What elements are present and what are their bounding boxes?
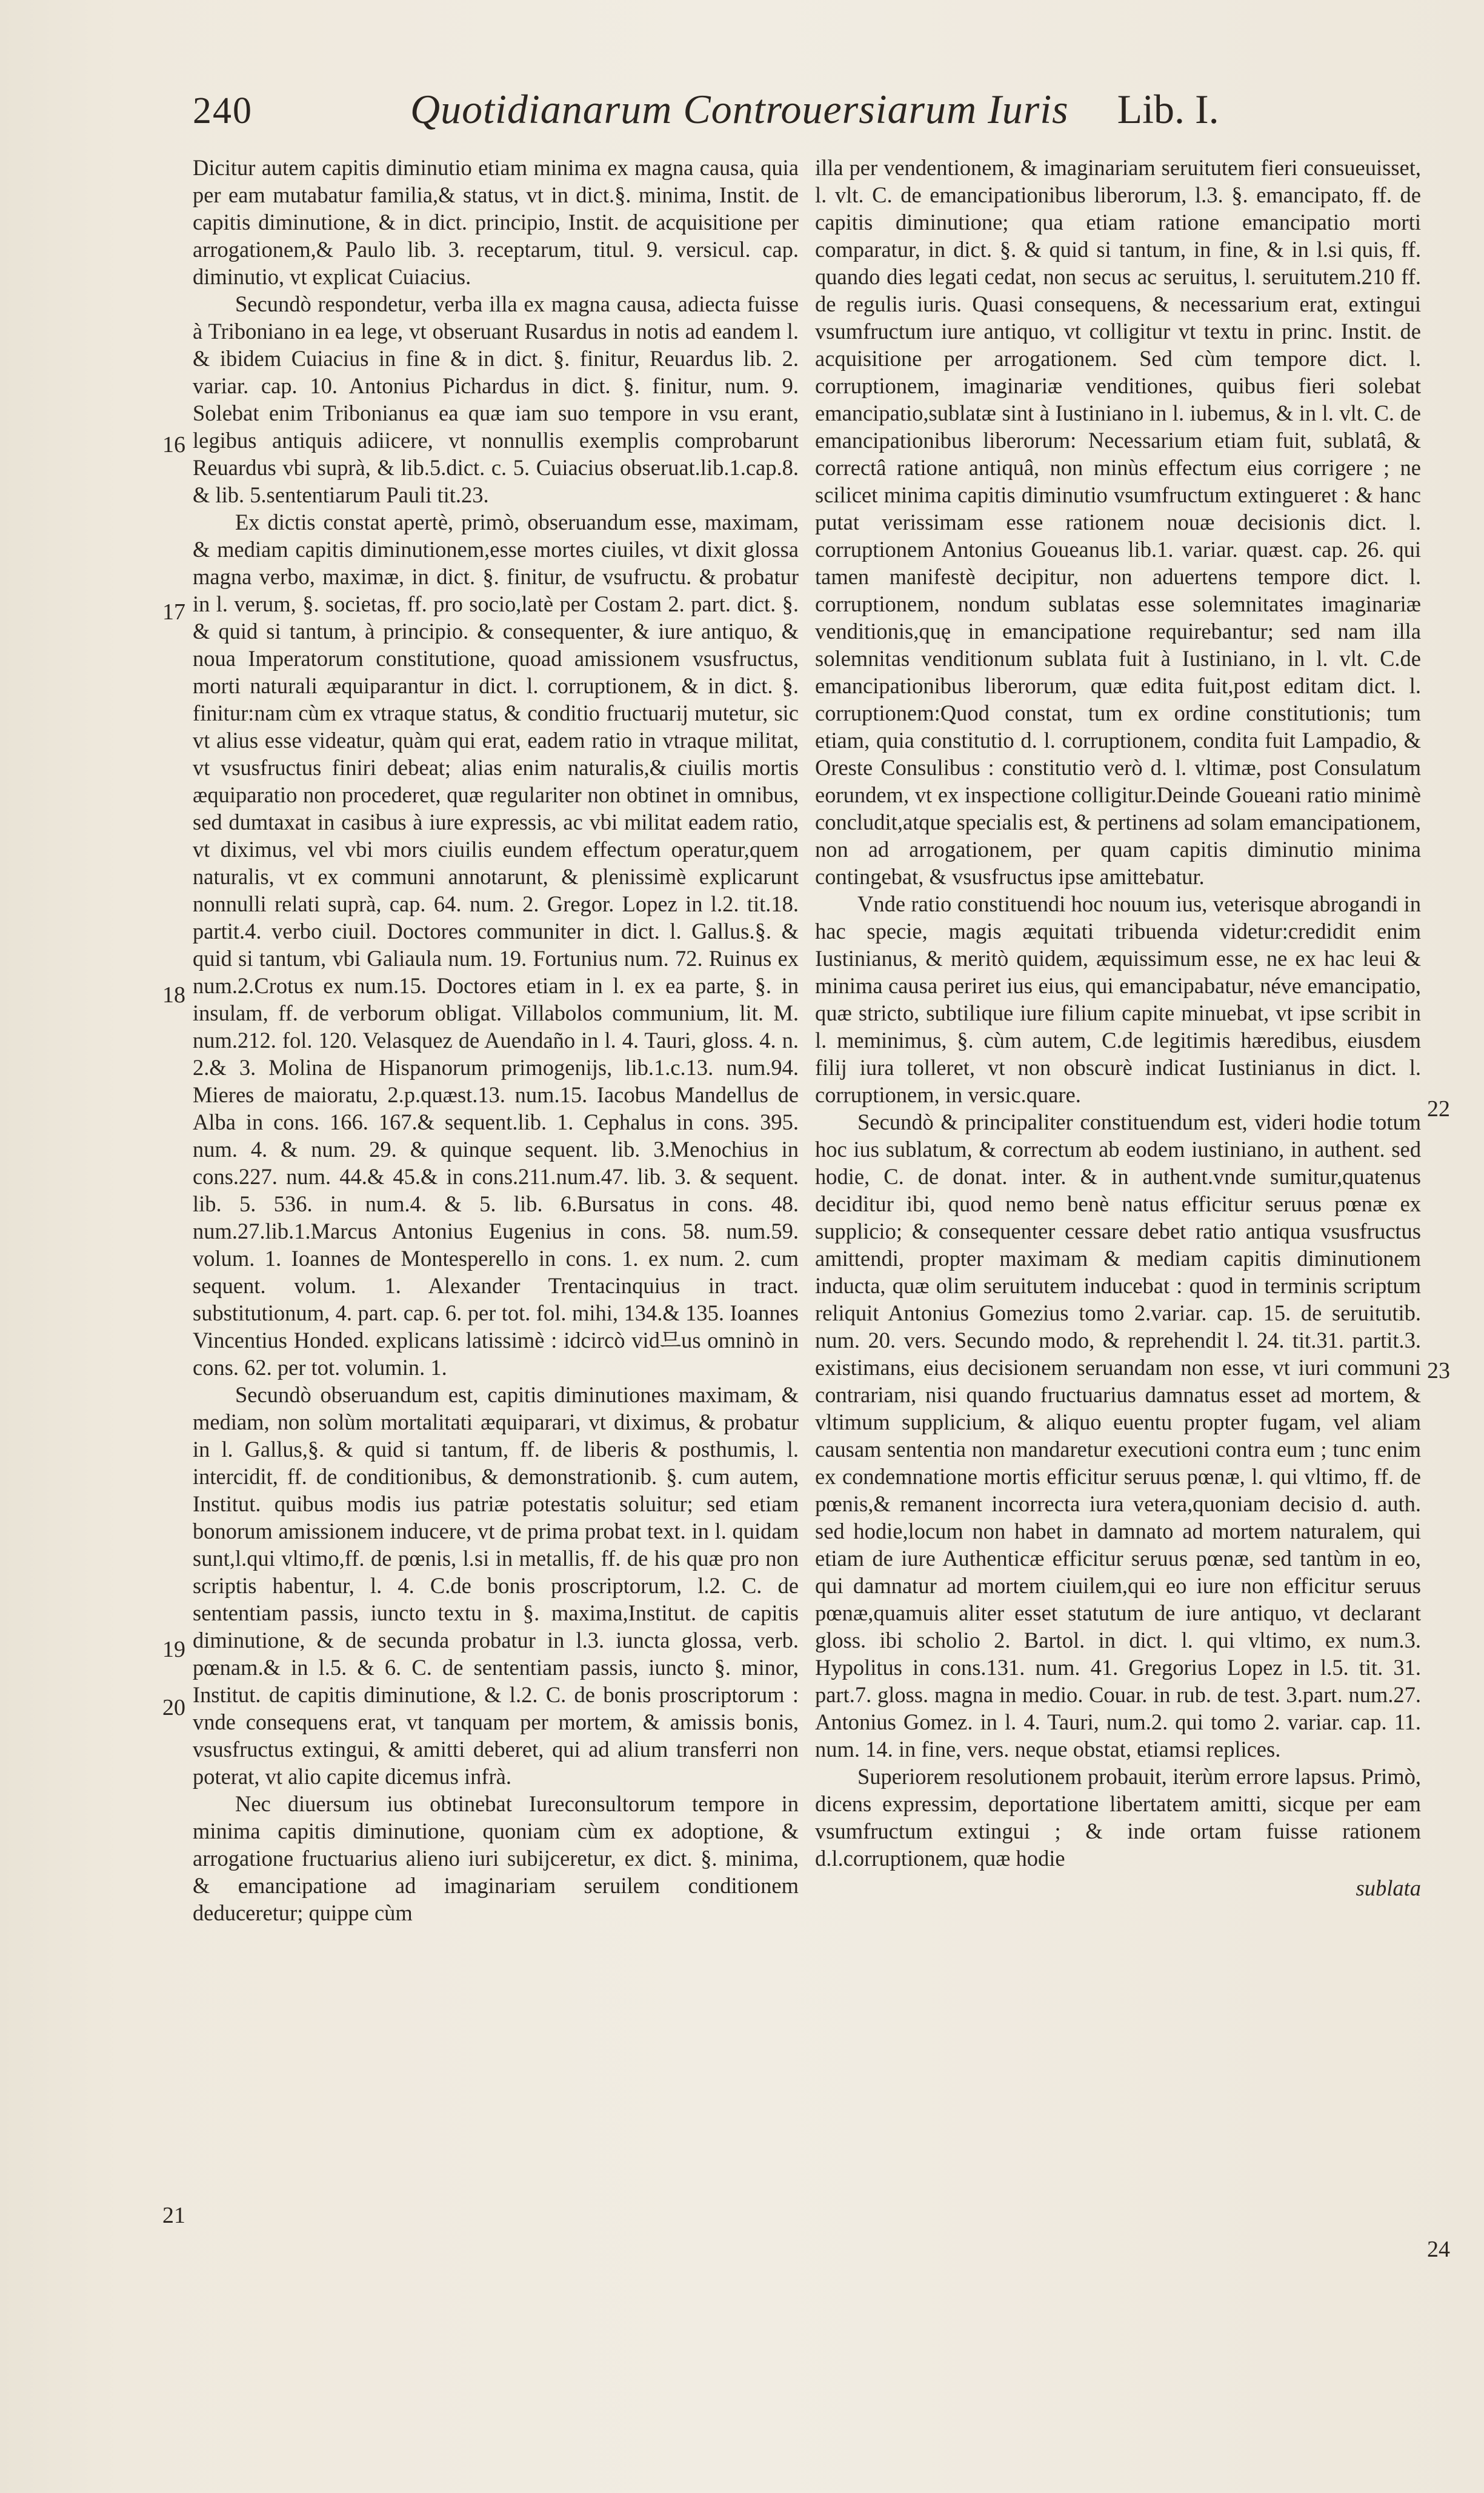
paragraph: Ex dictis constat apertè, primò, obseruandum esse, maximam, & mediam capitis diminutionem,esse mortes ciuiles, vt dixit glossa magna verbo, maximæ, in dict. §. finitur, de vsufructu. & probatur in l. verum, §. societas, ff. pro socio,latè per Costam 2. part. dict. §. & quid si tantum, à principio. & consequenter, & iure antiquo, & noua Imperatorum constitutione, quoad amissionem vsusfructus, morti naturali æquiparantur in dict. l. corruptionem, & in dict. §. finitur:nam cùm ex vtraque status, & conditio fructuarij mutetur, sic vt alius esse videatur, quàm qui erat, eadem ratio in vtraque militat, vt vsusfructus finiri debeat; alias enim naturalis,& ciuilis mortis æquiparatio non procederet, quæ regulariter non obtinet in omnibus, sed dumtaxat in casibus à iure expressis, ac vbi militat eadem ratio, vt diximus, vel vbi mors ciuilis eundem effectum operatur,quem naturalis, vt ex communi annotarunt, & plenissimè explicarunt nonnulli relati suprà, cap. 64. num. 2. Gregor. Lopez in l.2. tit.18. partit.4. verbo ciuil. Doctores communiter in dict. l. Gallus.§. & quid si tantum, vbi Galiaula num. 19. Fortunius num. 72. Ruinus ex num.2.Crotus ex num.15. Doctores etiam in l. ex ea parte, §. in insulam, ff. de verborum obligat. Villabolos communium, lit. M. num.212. fol. 120. Velasquez de Auendaño in l. 4. Tauri, gloss. 4. n. 2.& 3. Molina de Hispanorum primogenijs, lib.1.c.13. num.94. Mieres de maioratu, 2.p.quæst.13. num.15. Iacobus Mandellus de Alba in cons. 166. 167.& sequent.lib. 1. Cephalus in cons. 395. num. 4. & num. 29. & quinque sequent. lib. 3.Menochius in cons.227. num. 44.& 45.& in cons.211.num.47. lib. 3. & sequent. lib. 5. 536. in num.4. & 5. lib. 6.Bursatus in cons. 48. num.27.lib.1.Marcus Antonius Eugenius in cons. 58. num.59. volum. 1. Ioannes de Montesperello in cons. 1. ex num. 2. cum sequent. volum. 1. Alexander Trentacinquius in tract. substitutionum, 4. part. cap. 6. per tot. fol. mihi, 134.& 135. Ioannes Vincentius Honded. explicans latissimè : idcircò vid므us omninò in cons. 62. per tot. volumin. 1. [193, 510, 799, 1380]
margin-number-17: 17 [162, 599, 185, 625]
margin-number-16: 16 [162, 432, 185, 458]
paragraph: Secundò respondetur, verba illa ex magna causa, adiecta fuisse à Triboniano in ea lege, vt obseruant Rusardus in notis ad eandem l. & ibidem Cuiacius in fine & in dict. §. finitur, Reuardus lib. 2. variar. cap. 10. Antonius Pichardus in dict. §. finitur, num. 9. Solebat enim Tribonianus ea quæ iam suo tempore in vsu erant, legibus antiquis adiicere, vt nonnullis exemplis comprobarunt Reuardus vbi suprà, & lib.5.dict. c. 5. Cuiacius obseruat.lib.1.cap.8. & lib. 5.sententiarum Pauli tit.23. [193, 291, 799, 507]
left-column [193, 154, 799, 1926]
paragraph: Secundò & principaliter constituendum est, videri hodie totum hoc ius sublatum, & correctum ab eodem iustiniano, in authent. sed hodie, C. de donat. inter. & in authent.vnde sumitur,quatenus deciditur ibi, quod nemo benè natus efficitur seruus pœnæ ex supplicio; & consequenter cessare debet ratio antiqua vsusfructus amittendi, propter maximam & mediam capitis diminutionem inducta, quæ olim seruitutem inducebat : quod in terminis scriptum reliquit Antonius Gomezius tomo 2.variar. cap. 15. de seruitutib. num. 20. vers. Secundo modo, & reprehendit l. 24. tit.31. partit.3. existimans, eius decisionem seruandam non esse, vt iuri communi contrariam, nisi quando fructuarius damnatus esset ad mortem, & vltimum supplicium, & aliquo euentu propter fugam, vel aliam causam sententia non mandaretur executioni contra eum ; tunc enim ex condemnatione mortis efficitur seruus pœnæ, l. qui vltimo, ff. de pœnis,& remanent incorrecta iura vetera,quoniam decisio d. auth. sed hodie,locum non habet in damnato ad mortem naturalem, qui etiam de iure Authenticæ efficitur seruus pœnæ, sed tantùm in eo, qui damnatur ad mortem ciuilem,qui eo iure non efficitur seruus pœnæ,quamuis aliter esset statutum de iure antiquo, vt declarant gloss. ibi scholio 2. Bartol. in dict. l. qui vltimo, ex num.3. Hypolitus in cons.131. num. 41. Gregorius Lopez in l.5. tit. 31. part.7. gloss. magna in medio. Couar. in rub. de test. 3.part. num.27. Antonius Gomez. in l. 4. Tauri, num.2. qui tomo 2. variar. cap. 11. num. 14. in fine, vers. neque obstat, etiamsi replices. [815, 1110, 1421, 1762]
paragraph: illa per vendentionem, & imaginariam seruitutem fieri consueuisset, l. vlt. C. de emancipationibus liberorum, l.3. §. emancipato, ff. de capitis diminutione; qua etiam ratione emancipatio morti comparatur, in dict. §. & quid si tantum, in fine, & in l.si quis, ff. quando dies legati cedat, non secus ac seruitus, l. seruitutem.210 ff. de regulis iuris. Quasi consequens, & necessarium erat, extingui vsumfructum iure antiquo, vt colligitur vt textu in princ. Instit. de acquisitione per arrogationem. Sed cùm tempore dict. l. corruptionem, imaginariæ venditiones, quibus fieri solebat emancipatio,sublatæ sint à Iustiniano in l. iubemus, & in l. vlt. C. de emancipationibus liberorum: Necessarium etiam fuit, sublatâ, & correctâ ratione antiquâ, non minùs effectum eius corrigere ; ne scilicet minima capitis diminutio vsumfructum extingueret : & hanc putat verissimam esse rationem nouæ decisionis dict. l. corruptionem Antonius Goueanus lib.1. variar. quæst. cap. 26. qui tamen manifestè decipitur, non aduertens tempore dict. l. corruptionem, nondum sublatas esse solemnitates imaginariæ venditionis,quę in emancipatione requirebantur; sed nam illa solemnitas venditionum sublata fuit à Iustiniano, in l. vlt. C.de emancipationibus liberorum, quæ edita fuit,post editam dict. l. corruptionem:Quod constat, tum ex ordine constitutionis; tum etiam, quia constitutio d. l. corruptionem, condita fuit Lampadio, & Oreste Consulibus : constitutio verò d. l. vltimæ, post Consulatum eorundem, vt ex inspectione colligitur.Deinde Goueani ratio minimè concludit,atque specialis est, & pertinens ad solam emancipationem, non ad arrogationem, per quam capitis diminutio minima contingebat, & vsusfructus ipse amittebatur. [815, 155, 1421, 889]
margin-number-24: 24 [1427, 2237, 1450, 2262]
catchword: sublata [1356, 1876, 1421, 1900]
running-header [193, 85, 1296, 151]
paragraph: Nec diuersum ius obtinebat Iureconsultorum tempore in minima capitis diminutione, quoniam cùm ex adoptione, & arrogatione fructuarius alieno iuri subijceretur, ex dict. §. minima, & emancipatione ad imaginariam seruilem conditionem deduceretur; quippe cùm [193, 1791, 799, 1925]
right-column [815, 154, 1421, 1902]
book-label: Lib. I. [1117, 86, 1219, 132]
paragraph: Secundò obseruandum est, capitis diminutiones maximam, & mediam, non solùm mortalitati æquiparari, vt diximus, & probatur in l. Gallus,§. & quid si tantum, ff. de liberis & posthumis, l. intercidit, ff. de conditionibus, & demonstrationib. §. cum autem, Institut. quibus modis ius patriæ potestatis soluitur; sed etiam bonorum amissionem inducere, vt de prima probat text. in l. quidam sunt,l.qui vltimo,ff. de pœnis, l.si in metallis, ff. de his quæ pro non scriptis habentur, l. 4. C.de bonis proscriptorum, l.2. C. de sententiam passis, iuncto textu in §. maxima,Institut. de capitis diminutione, & de secunda probatur in l.3. iuncta glossa, verb. pœnam.& in l.5. & 6. C. de sententiam passis, iuncto §. minor, Institut. de capitis diminutione, & l.2. C. de bonis proscriptorum : vnde consequens erat, vt tanquam per mortem, & amissis bonis, vsusfructus extingui, & amitti deberet, qui ad alium transferri non poterat, vt alio capite dicemus infrà. [193, 1382, 799, 1789]
paragraph: Dicitur autem capitis diminutio etiam minima ex magna causa, quia per eam mutabatur familia,& status, vt in dict.§. minima, Instit. de capitis diminutione, & in dict. principio, Instit. de acquisitione per arrogationem,& Paulo lib. 3. receptarum, titul. 9. versicul. cap. diminutio, vt explicat Cuiacius. [193, 155, 799, 289]
margin-number-22: 22 [1427, 1096, 1450, 1122]
margin-number-19: 19 [162, 1637, 185, 1662]
page-number: 240 [193, 90, 253, 131]
running-title: Quotidianarum Controuersiarum Iuris [410, 86, 1069, 132]
paragraph: Vnde ratio constituendi hoc nouum ius, veterisque abrogandi in hac specie, magis æquitati tribuenda videtur:credidit enim Iustinianus, & meritò quidem, æquissimum esse, ne ex hac leui & minima causa periret ius eius, qui emancipabatur, néve emancipatio, quæ stricto, subtilique iure filium capite minuebat, vt ipse scribit in l. meminimus, §. cùm autem, C.de legitimis hæredibus, eiusdem filij iura tolleret, vt non obscurè indicat Iustinianus in dict. l. corruptionem, in versic.quare. [815, 891, 1421, 1107]
margin-number-21: 21 [162, 2203, 185, 2228]
margin-number-18: 18 [162, 982, 185, 1008]
margin-number-23: 23 [1427, 1358, 1450, 1383]
paragraph: Superiorem resolutionem probauit, iterùm errore lapsus. Primò, dicens expressim, deportatione libertatem amitti, sicque per eam vsumfructum extingui ; & inde ortam fuisse rationem d.l.corruptionem, quæ hodie [815, 1764, 1421, 1871]
margin-number-20: 20 [162, 1695, 185, 1720]
